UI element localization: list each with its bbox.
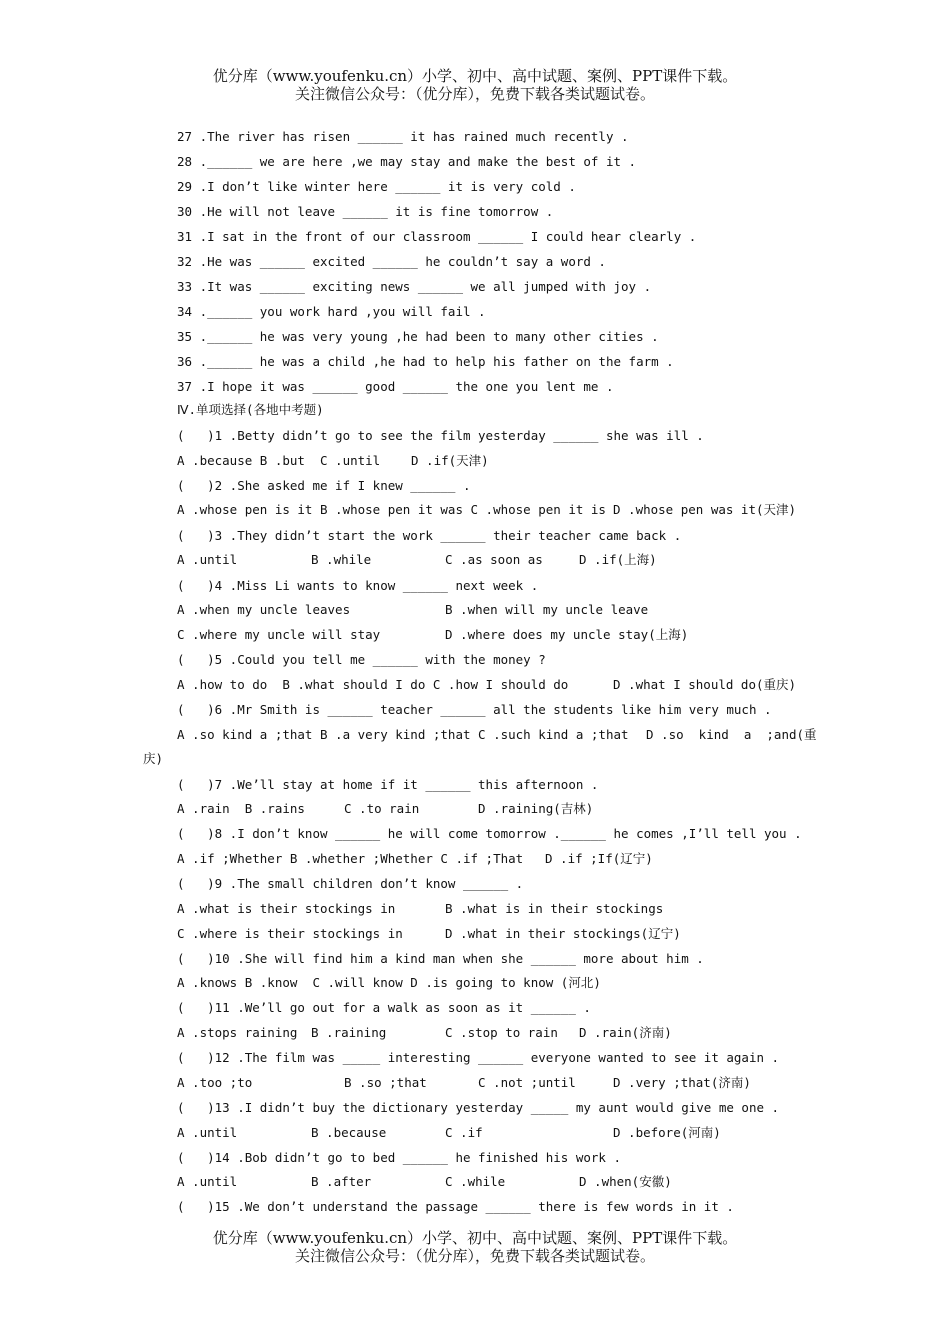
fill-blank-35: 35 .______ he was very young ,he had been to many other cities . [177, 329, 659, 344]
option: A .until [177, 552, 238, 567]
question-stem-10: ( )10 .She will find him a kind man when she ______ more about him . [177, 951, 704, 966]
option: D .if ;If(辽宁) [545, 851, 653, 866]
option: A .whose pen is it B .whose pen it was C .whose pen it is [177, 502, 606, 517]
option: C .not ;until [478, 1075, 576, 1090]
option: A .until [177, 1174, 238, 1189]
option: A .knows B .know C .will know D .is going to know (河北) [177, 975, 601, 990]
option: D .where does my uncle stay(上海) [445, 627, 689, 642]
question-stem-13: ( )13 .I didn’t buy the dictionary yesterday _____ my aunt would give me one . [177, 1100, 780, 1115]
option: D .raining(吉林) [478, 801, 594, 816]
fill-blank-33: 33 .It was ______ exciting news ______ we all jumped with joy . [177, 279, 652, 294]
option: A .what is their stockings in [177, 901, 396, 916]
question-stem-15: ( )15 .We don’t understand the passage ______ there is few words in it . [177, 1199, 734, 1214]
option: A .when my uncle leaves [177, 602, 351, 617]
header-line-2: 关注微信公众号：（优分库），免费下载各类试题试卷。 [294, 85, 655, 103]
question-stem-6: ( )6 .Mr Smith is ______ teacher ______ all the students like him very much . [177, 702, 772, 717]
option: C .to rain [344, 801, 420, 816]
option: A .because B .but C .until [177, 453, 381, 468]
question-stem-9: ( )9 .The small children don’t know ______ . [177, 876, 524, 891]
fill-blank-27: 27 .The river has risen ______ it has rained much recently . [177, 129, 629, 144]
option: C .while [445, 1174, 506, 1189]
option: B .so ;that [344, 1075, 427, 1090]
option: D .whose pen was it(天津) [613, 502, 797, 517]
question-continuation-6: 庆) [143, 751, 164, 766]
question-stem-8: ( )8 .I don’t know ______ he will come tomorrow .______ he comes ,I’ll tell you . [177, 826, 802, 841]
fill-blank-37: 37 .I hope it was ______ good ______ the one you lent me . [177, 379, 614, 394]
header-line-1: 优分库（www.youfenku.cn）小学、初中、高中试题、案例、PPT课件下载。 [212, 67, 738, 85]
question-stem-7: ( )7 .We’ll stay at home if it ______ this afternoon . [177, 777, 599, 792]
option: A .so kind a ;that B .a very kind ;that C .such kind a ;that [177, 727, 629, 742]
question-stem-3: ( )3 .They didn’t start the work ______ their teacher came back . [177, 528, 682, 543]
question-options-6 [177, 727, 817, 775]
option: D .what I should do(重庆) [613, 677, 797, 692]
option: B .because [311, 1125, 387, 1140]
question-stem-2: ( )2 .She asked me if I knew ______ . [177, 478, 471, 493]
option: D .so kind a ;and(重 [646, 727, 817, 742]
question-stem-1: ( )1 .Betty didn’t go to see the film yesterday ______ she was ill . [177, 428, 704, 443]
option: A .until [177, 1125, 238, 1140]
option: B .while [311, 552, 372, 567]
option: B .what is in their stockings [445, 901, 664, 916]
question-stem-5: ( )5 .Could you tell me ______ with the money ? [177, 652, 546, 667]
fill-blank-36: 36 .______ he was a child ,he had to help his father on the farm . [177, 354, 674, 369]
option: D .when(安徽) [579, 1174, 672, 1189]
page-footer [0, 1229, 950, 1265]
fill-blank-31: 31 .I sat in the front of our classroom ______ I could hear clearly . [177, 229, 697, 244]
option: D .if(上海) [579, 552, 657, 567]
page-header [0, 67, 950, 103]
fill-blank-30: 30 .He will not leave ______ it is fine tomorrow . [177, 204, 554, 219]
option: D .what in their stockings(辽宁) [445, 926, 681, 941]
option: D .if(天津) [411, 453, 489, 468]
question-stem-12: ( )12 .The film was _____ interesting ______ everyone wanted to see it again . [177, 1050, 780, 1065]
fill-blank-32: 32 .He was ______ excited ______ he couldn’t say a word . [177, 254, 606, 269]
option: B .when will my uncle leave [445, 602, 649, 617]
question-stem-4: ( )4 .Miss Li wants to know ______ next week . [177, 578, 539, 593]
section-title: Ⅳ.单项选择(各地中考题) [177, 402, 324, 417]
option: D .very ;that(济南) [613, 1075, 751, 1090]
option: B .raining [311, 1025, 387, 1040]
option: A .how to do B .what should I do C .how I should do [177, 677, 569, 692]
option: C .where is their stockings in [177, 926, 403, 941]
option: C .if [445, 1125, 483, 1140]
option: C .where my uncle will stay [177, 627, 381, 642]
option: A .if ;Whether B .whether ;Whether C .if ;That [177, 851, 524, 866]
option: A .stops raining [177, 1025, 298, 1040]
option: A .rain B .rains [177, 801, 305, 816]
option: D .rain(济南) [579, 1025, 672, 1040]
question-stem-11: ( )11 .We’ll go out for a walk as soon as it ______ . [177, 1000, 591, 1015]
question-stem-14: ( )14 .Bob didn’t go to bed ______ he finished his work . [177, 1150, 622, 1165]
fill-blank-28: 28 .______ we are here ,we may stay and make the best of it . [177, 154, 637, 169]
fill-blank-29: 29 .I don’t like winter here ______ it is very cold . [177, 179, 576, 194]
option: B .after [311, 1174, 372, 1189]
option: A .too ;to [177, 1075, 253, 1090]
footer-line-1: 优分库（www.youfenku.cn）小学、初中、高中试题、案例、PPT课件下载。 [212, 1229, 738, 1247]
fill-blank-34: 34 .______ you work hard ,you will fail . [177, 304, 486, 319]
option: C .as soon as [445, 552, 543, 567]
footer-line-2: 关注微信公众号：（优分库），免费下载各类试题试卷。 [294, 1247, 655, 1265]
option: D .before(河南) [613, 1125, 721, 1140]
option: C .stop to rain [445, 1025, 558, 1040]
